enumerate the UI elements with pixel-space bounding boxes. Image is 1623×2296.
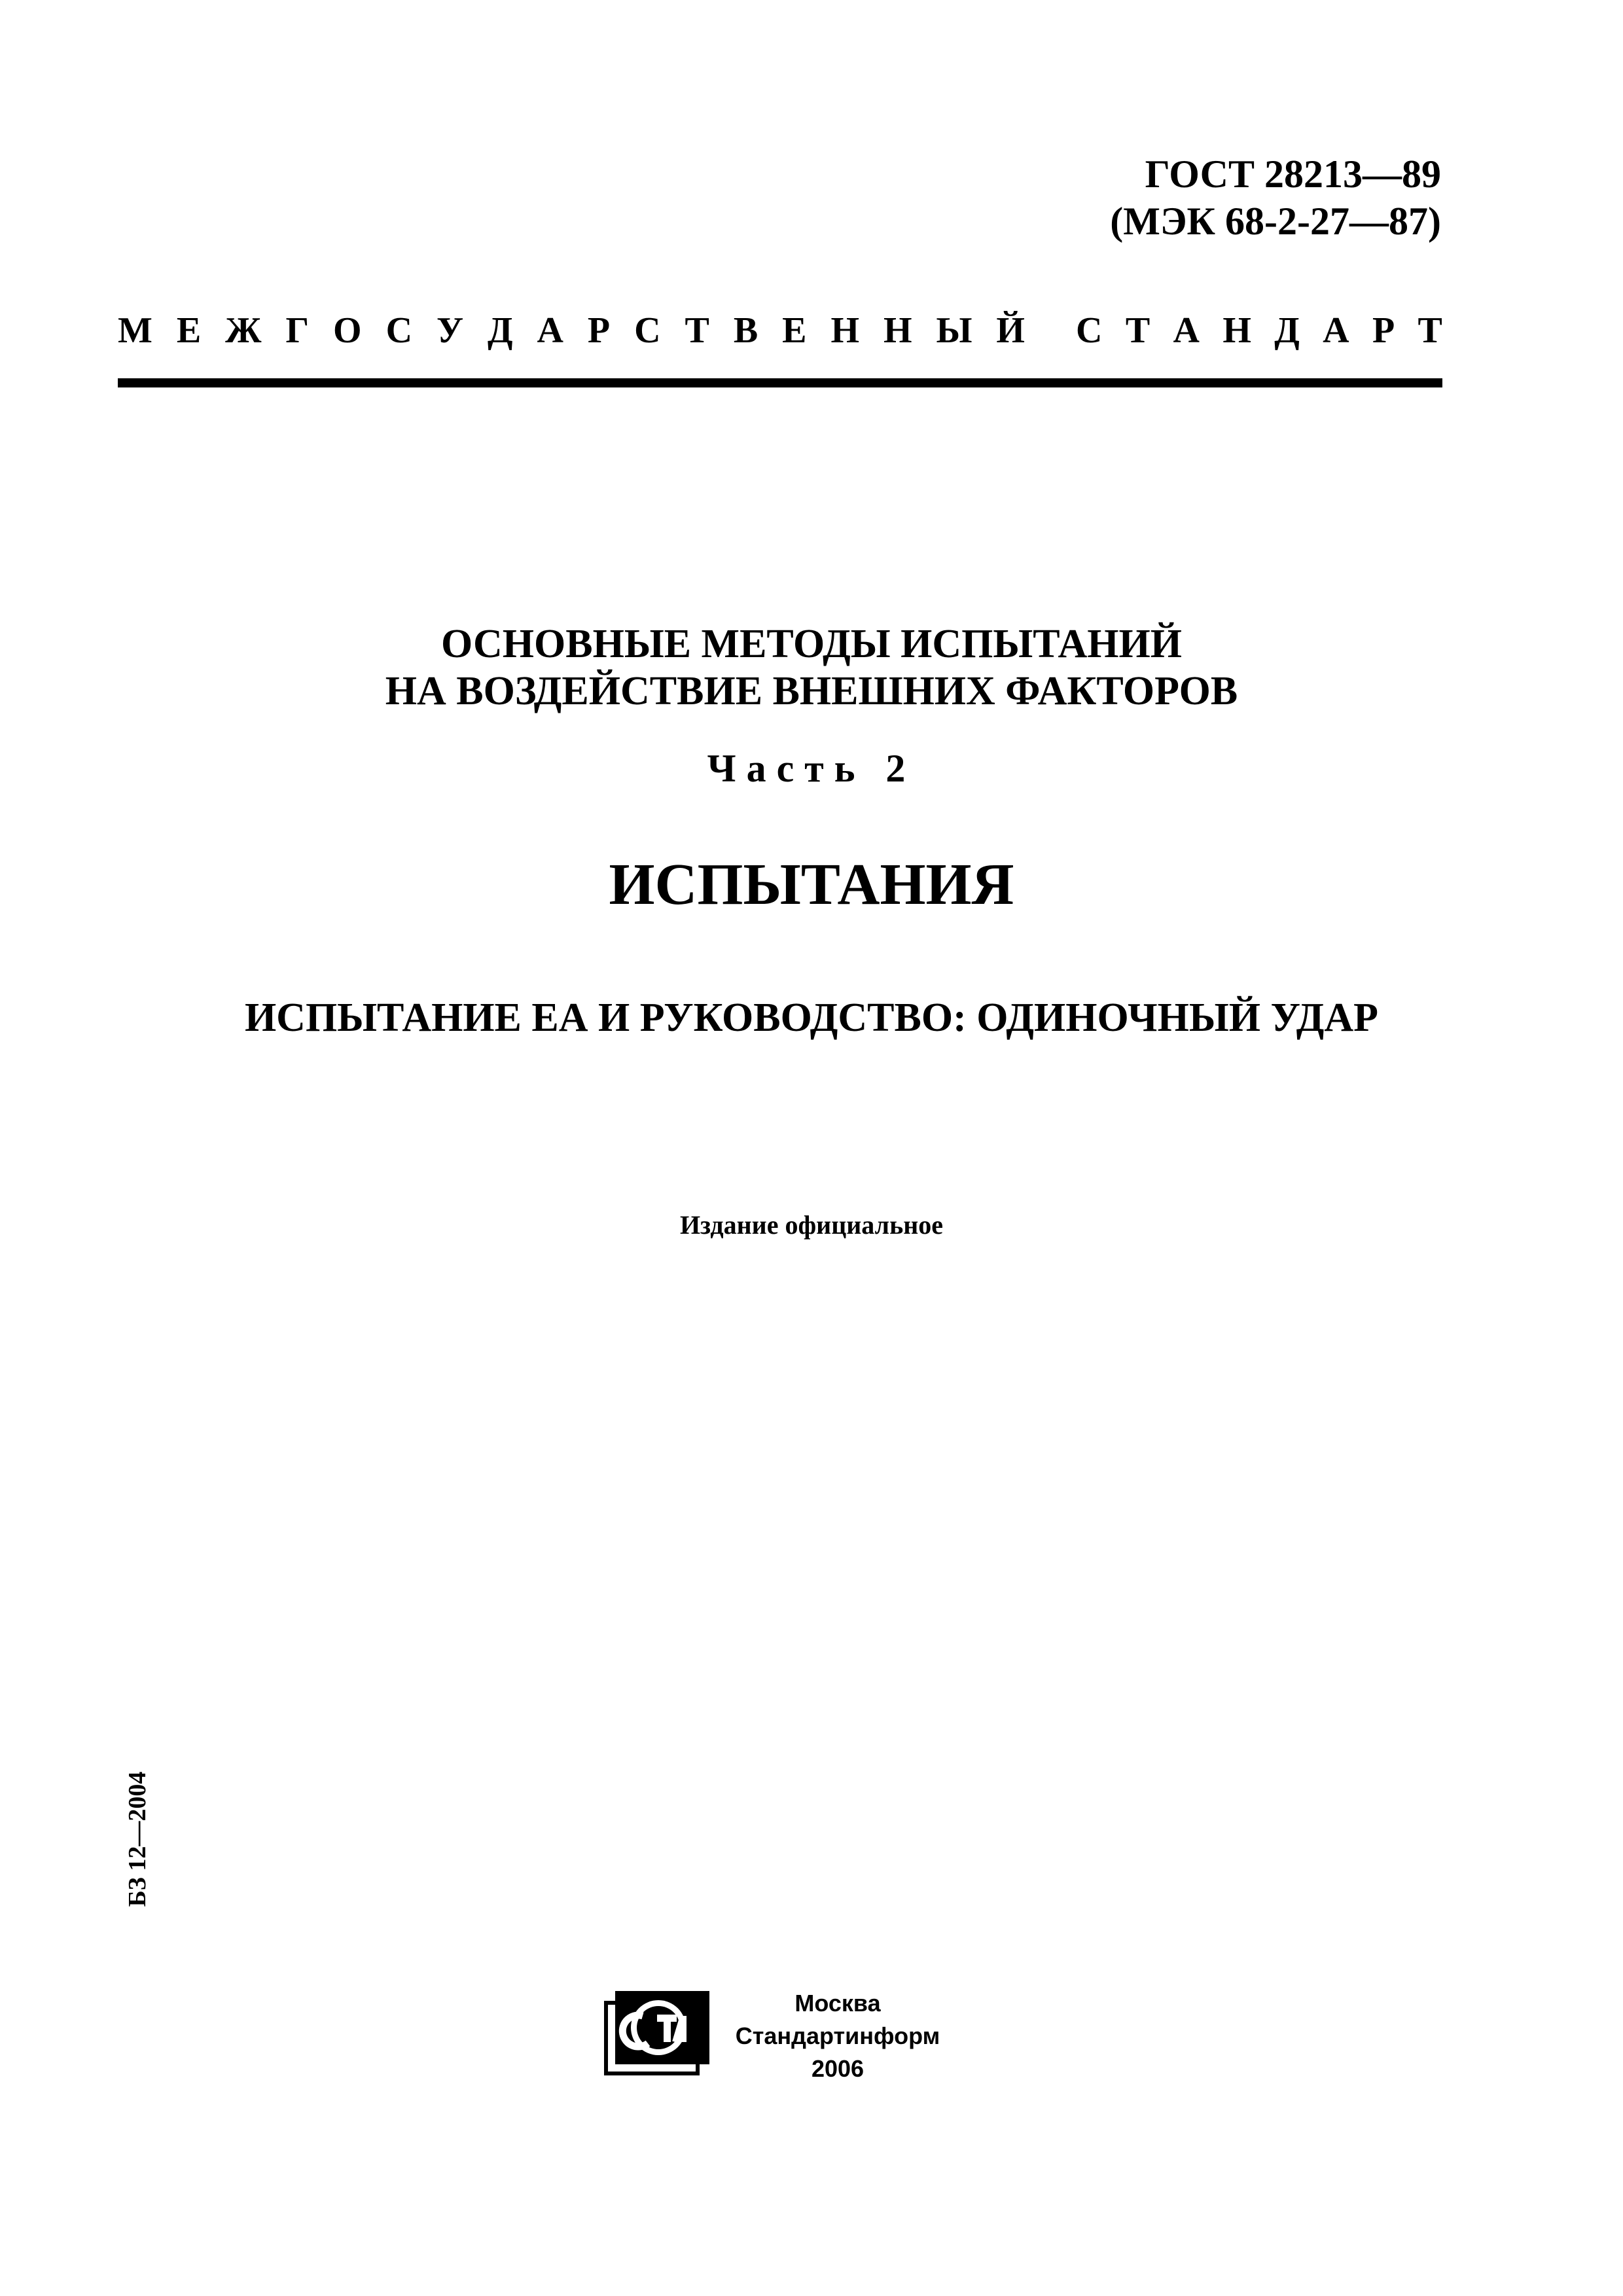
letter: А [1173,310,1200,351]
imprint [726,1987,949,2085]
iec-number: (МЭК 68-2-27—87) [1110,200,1441,243]
letter: Т [1125,310,1150,351]
catalog-code-container [118,1728,157,1950]
gost-number: ГОСТ 28213—89 [1145,152,1441,196]
letter: С [1076,310,1103,351]
letter: Ы [936,310,972,351]
letter: Д [488,310,513,351]
document-title [0,620,1623,715]
letter: М [118,310,152,351]
letter: О [333,310,362,351]
standard-number [1110,151,1441,245]
subtitle: ИСПЫТАНИЕ ЕА И РУКОВОДСТВО: ОДИНОЧНЫЙ УДАР [244,996,1379,1040]
edition-label: Издание официальное [679,1210,944,1240]
imprint-publisher: Стандартинформ [735,2022,940,2049]
letter: В [733,310,758,351]
letter: Н [1222,310,1251,351]
letter: У [436,310,464,351]
letter: Д [1274,310,1300,351]
letter: Т [1418,310,1442,351]
letter: Е [782,310,807,351]
title-line-2: НА ВОЗДЕЙСТВИЕ ВНЕШНИХ ФАКТОРОВ [385,669,1238,713]
letter: Г [285,310,310,351]
imprint-year: 2006 [811,2055,865,2082]
letter: Р [587,310,611,351]
letter: Ж [225,310,262,351]
letter: А [1323,310,1349,351]
standard-kind [118,308,1442,353]
letter: Й [996,310,1025,351]
standartinform-logo-icon [602,1990,711,2076]
letter: Н [883,310,912,351]
letter: Т [685,310,709,351]
part-label: Часть 2 [707,747,916,790]
title-line-1: ОСНОВНЫЕ МЕТОДЫ ИСПЫТАНИЙ [441,622,1182,666]
standard-kind-word-1 [118,308,1025,353]
standard-kind-word-2 [1076,308,1442,353]
letter: Е [176,310,202,351]
letter: Р [1372,310,1395,351]
header-rule [118,378,1442,387]
imprint-city: Москва [794,1990,881,2017]
letter: С [634,310,661,351]
catalog-code: БЗ 12—2004 [124,1771,151,1907]
letter: С [385,310,413,351]
letter: Н [830,310,859,351]
main-title: ИСПЫТАНИЯ [609,852,1014,917]
letter: А [537,310,563,351]
